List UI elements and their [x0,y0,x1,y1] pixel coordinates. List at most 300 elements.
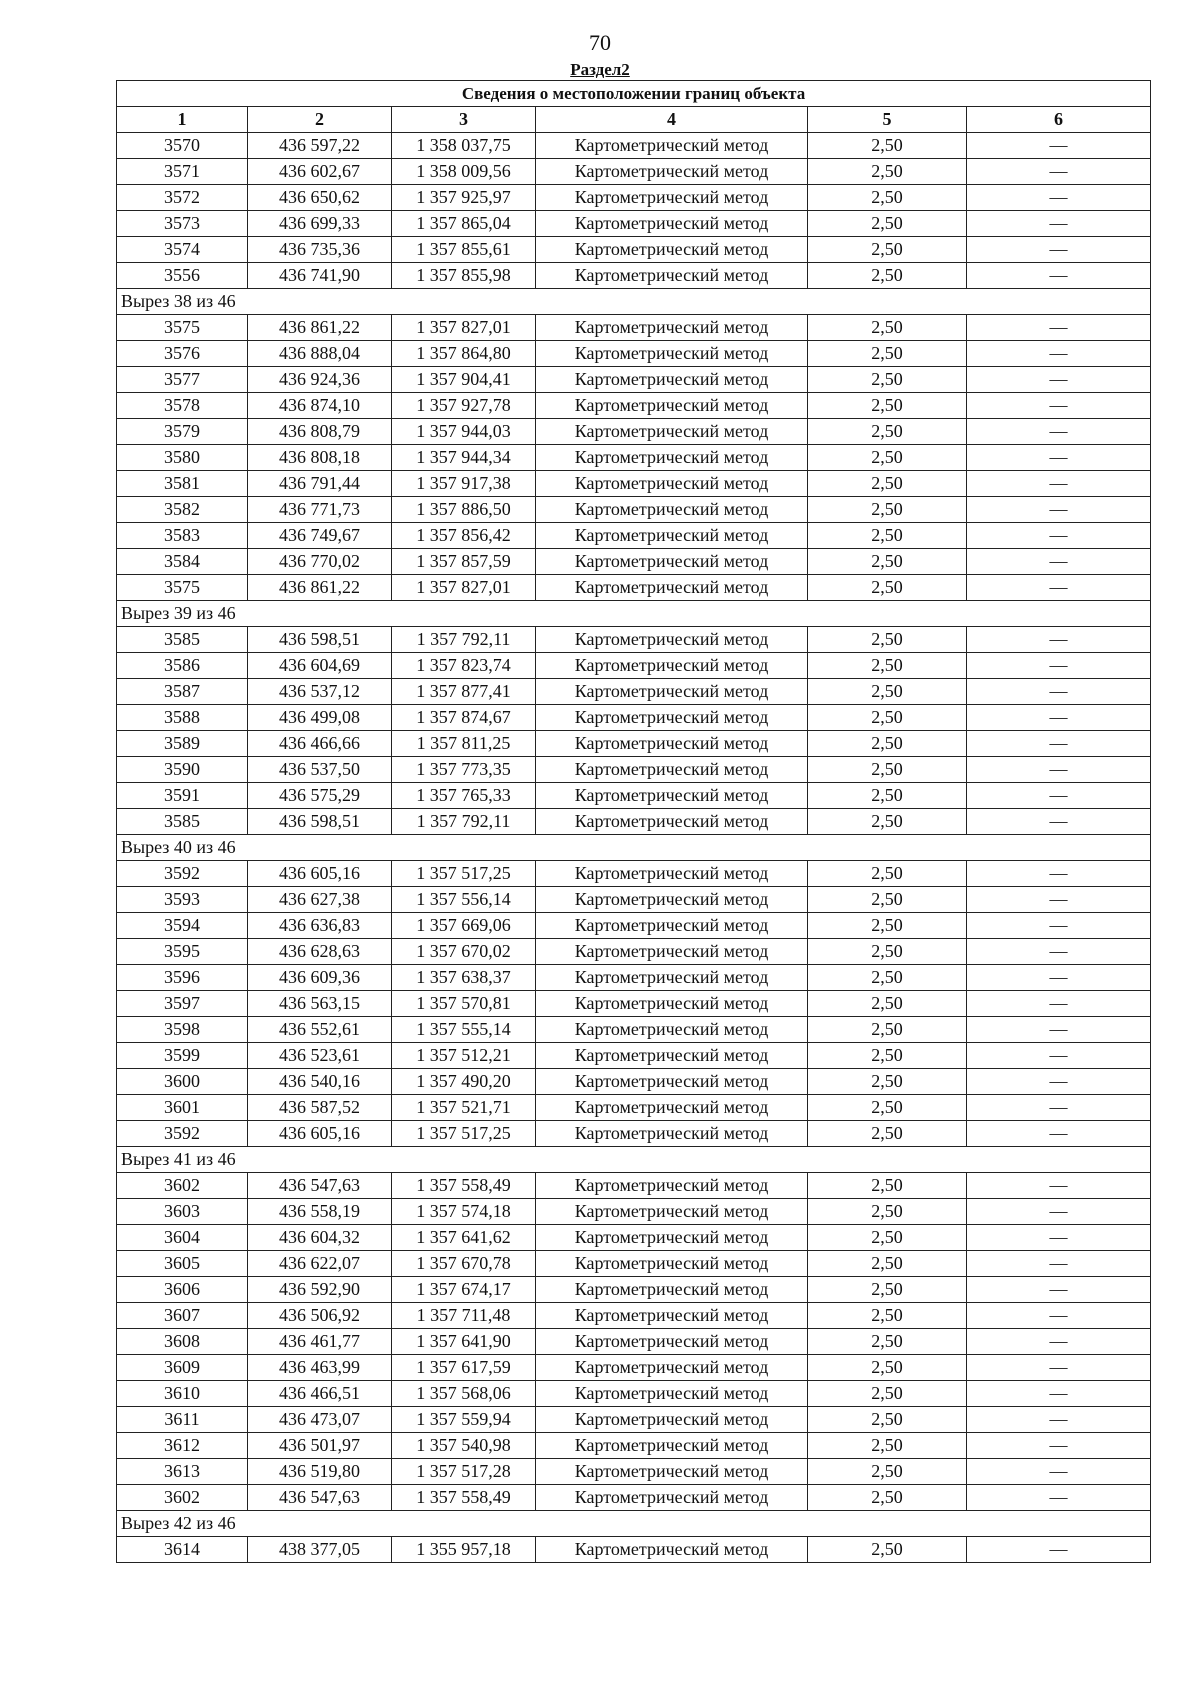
y-coordinate-cell: 1 357 670,02 [392,939,536,965]
description-cell: — [967,315,1151,341]
x-coordinate-cell: 436 861,22 [248,575,392,601]
point-number-cell: 3597 [117,991,248,1017]
method-cell: Картометрический метод [536,133,808,159]
accuracy-cell: 2,50 [808,887,967,913]
method-cell: Картометрический метод [536,471,808,497]
contour-group-row [117,289,1151,315]
accuracy-cell: 2,50 [808,211,967,237]
method-cell: Картометрический метод [536,1225,808,1251]
method-cell: Картометрический метод [536,783,808,809]
y-coordinate-cell: 1 357 927,78 [392,393,536,419]
method-cell: Картометрический метод [536,1199,808,1225]
y-coordinate-cell: 1 358 037,75 [392,133,536,159]
x-coordinate-cell: 436 808,79 [248,419,392,445]
y-coordinate-cell: 1 357 855,98 [392,263,536,289]
description-cell: — [967,211,1151,237]
accuracy-cell: 2,50 [808,783,967,809]
table-row [117,523,1151,549]
table-row [117,1433,1151,1459]
method-cell: Картометрический метод [536,341,808,367]
table-row [117,575,1151,601]
table-row [117,419,1151,445]
method-cell: Картометрический метод [536,1381,808,1407]
description-cell: — [967,1199,1151,1225]
accuracy-cell: 2,50 [808,679,967,705]
y-coordinate-cell: 1 357 641,62 [392,1225,536,1251]
table-row [117,1069,1151,1095]
table-row [117,185,1151,211]
x-coordinate-cell: 436 636,83 [248,913,392,939]
x-coordinate-cell: 436 547,63 [248,1173,392,1199]
x-coordinate-cell: 436 605,16 [248,861,392,887]
y-coordinate-cell: 1 357 857,59 [392,549,536,575]
x-coordinate-cell: 436 537,12 [248,679,392,705]
method-cell: Картометрический метод [536,965,808,991]
y-coordinate-cell: 1 357 823,74 [392,653,536,679]
method-cell: Картометрический метод [536,1043,808,1069]
accuracy-cell: 2,50 [808,627,967,653]
point-number-cell: 3608 [117,1329,248,1355]
point-number-cell: 3599 [117,1043,248,1069]
description-cell: — [967,939,1151,965]
contour-group-label: Вырез 40 из 46 [117,835,1151,861]
accuracy-cell: 2,50 [808,367,967,393]
accuracy-cell: 2,50 [808,705,967,731]
x-coordinate-cell: 436 552,61 [248,1017,392,1043]
contour-group-row [117,1511,1151,1537]
page-number: 70 [589,30,611,55]
accuracy-cell: 2,50 [808,861,967,887]
x-coordinate-cell: 436 791,44 [248,471,392,497]
method-cell: Картометрический метод [536,1095,808,1121]
method-cell: Картометрический метод [536,1017,808,1043]
x-coordinate-cell: 436 771,73 [248,497,392,523]
table-row [117,809,1151,835]
x-coordinate-cell: 436 558,19 [248,1199,392,1225]
y-coordinate-cell: 1 357 864,80 [392,341,536,367]
y-coordinate-cell: 1 357 517,25 [392,1121,536,1147]
boundary-coordinates-table [116,80,1151,1563]
accuracy-cell: 2,50 [808,1277,967,1303]
point-number-cell: 3602 [117,1173,248,1199]
description-cell: — [967,705,1151,731]
point-number-cell: 3584 [117,549,248,575]
method-cell: Картометрический метод [536,1173,808,1199]
table-row [117,861,1151,887]
description-cell: — [967,445,1151,471]
accuracy-cell: 2,50 [808,1173,967,1199]
contour-group-label: Вырез 42 из 46 [117,1511,1151,1537]
description-cell: — [967,575,1151,601]
x-coordinate-cell: 436 540,16 [248,1069,392,1095]
point-number-cell: 3601 [117,1095,248,1121]
y-coordinate-cell: 1 357 886,50 [392,497,536,523]
x-coordinate-cell: 438 377,05 [248,1537,392,1563]
table-row [117,783,1151,809]
description-cell: — [967,1095,1151,1121]
accuracy-cell: 2,50 [808,965,967,991]
y-coordinate-cell: 1 357 904,41 [392,367,536,393]
y-coordinate-cell: 1 357 792,11 [392,627,536,653]
table-row [117,1355,1151,1381]
y-coordinate-cell: 1 357 555,14 [392,1017,536,1043]
method-cell: Картометрический метод [536,393,808,419]
method-cell: Картометрический метод [536,497,808,523]
table-row [117,705,1151,731]
method-cell: Картометрический метод [536,159,808,185]
point-number-cell: 3603 [117,1199,248,1225]
description-cell: — [967,159,1151,185]
table-row [117,159,1151,185]
table-row [117,211,1151,237]
x-coordinate-cell: 436 592,90 [248,1277,392,1303]
description-cell: — [967,1433,1151,1459]
point-number-cell: 3583 [117,523,248,549]
method-cell: Картометрический метод [536,705,808,731]
description-cell: — [967,757,1151,783]
x-coordinate-cell: 436 627,38 [248,887,392,913]
point-number-cell: 3577 [117,367,248,393]
method-cell: Картометрический метод [536,757,808,783]
point-number-cell: 3595 [117,939,248,965]
x-coordinate-cell: 436 874,10 [248,393,392,419]
table-row [117,653,1151,679]
y-coordinate-cell: 1 357 540,98 [392,1433,536,1459]
method-cell: Картометрический метод [536,1121,808,1147]
accuracy-cell: 2,50 [808,1199,967,1225]
description-cell: — [967,1329,1151,1355]
method-cell: Картометрический метод [536,653,808,679]
x-coordinate-cell: 436 597,22 [248,133,392,159]
table-body [117,133,1151,1563]
table-row [117,445,1151,471]
accuracy-cell: 2,50 [808,263,967,289]
accuracy-cell: 2,50 [808,393,967,419]
y-coordinate-cell: 1 357 827,01 [392,575,536,601]
y-coordinate-cell: 1 357 874,67 [392,705,536,731]
y-coordinate-cell: 1 357 944,34 [392,445,536,471]
y-coordinate-cell: 1 357 559,94 [392,1407,536,1433]
table-row [117,991,1151,1017]
method-cell: Картометрический метод [536,731,808,757]
accuracy-cell: 2,50 [808,237,967,263]
point-number-cell: 3592 [117,1121,248,1147]
table-row [117,1277,1151,1303]
y-coordinate-cell: 1 357 765,33 [392,783,536,809]
description-cell: — [967,237,1151,263]
table-row [117,393,1151,419]
point-number-cell: 3614 [117,1537,248,1563]
point-number-cell: 3573 [117,211,248,237]
x-coordinate-cell: 436 749,67 [248,523,392,549]
description-cell: — [967,393,1151,419]
contour-group-label: Вырез 38 из 46 [117,289,1151,315]
y-coordinate-cell: 1 357 512,21 [392,1043,536,1069]
table-row [117,133,1151,159]
description-cell: — [967,991,1151,1017]
point-number-cell: 3585 [117,809,248,835]
x-coordinate-cell: 436 609,36 [248,965,392,991]
description-cell: — [967,913,1151,939]
column-header-row [117,107,1151,133]
method-cell: Картометрический метод [536,627,808,653]
method-cell: Картометрический метод [536,991,808,1017]
accuracy-cell: 2,50 [808,1069,967,1095]
table-row [117,1381,1151,1407]
y-coordinate-cell: 1 357 856,42 [392,523,536,549]
x-coordinate-cell: 436 547,63 [248,1485,392,1511]
point-number-cell: 3606 [117,1277,248,1303]
point-number-cell: 3586 [117,653,248,679]
y-coordinate-cell: 1 357 773,35 [392,757,536,783]
accuracy-cell: 2,50 [808,1121,967,1147]
description-cell: — [967,523,1151,549]
y-coordinate-cell: 1 357 521,71 [392,1095,536,1121]
accuracy-cell: 2,50 [808,575,967,601]
accuracy-cell: 2,50 [808,1381,967,1407]
accuracy-cell: 2,50 [808,1433,967,1459]
description-cell: — [967,861,1151,887]
point-number-cell: 3609 [117,1355,248,1381]
accuracy-cell: 2,50 [808,1017,967,1043]
method-cell: Картометрический метод [536,1303,808,1329]
table-row [117,1251,1151,1277]
y-coordinate-cell: 1 357 792,11 [392,809,536,835]
x-coordinate-cell: 436 650,62 [248,185,392,211]
table-row [117,315,1151,341]
x-coordinate-cell: 436 587,52 [248,1095,392,1121]
description-cell: — [967,497,1151,523]
x-coordinate-cell: 436 473,07 [248,1407,392,1433]
x-coordinate-cell: 436 808,18 [248,445,392,471]
method-cell: Картометрический метод [536,1485,808,1511]
point-number-cell: 3589 [117,731,248,757]
y-coordinate-cell: 1 357 917,38 [392,471,536,497]
point-number-cell: 3611 [117,1407,248,1433]
description-cell: — [967,887,1151,913]
table-row [117,1017,1151,1043]
accuracy-cell: 2,50 [808,1251,967,1277]
y-coordinate-cell: 1 357 574,18 [392,1199,536,1225]
point-number-cell: 3604 [117,1225,248,1251]
y-coordinate-cell: 1 357 617,59 [392,1355,536,1381]
x-coordinate-cell: 436 628,63 [248,939,392,965]
method-cell: Картометрический метод [536,1459,808,1485]
table-row [117,263,1151,289]
point-number-cell: 3590 [117,757,248,783]
table-row [117,1485,1151,1511]
point-number-cell: 3605 [117,1251,248,1277]
point-number-cell: 3587 [117,679,248,705]
description-cell: — [967,471,1151,497]
column-header: 5 [808,107,967,133]
x-coordinate-cell: 436 604,32 [248,1225,392,1251]
accuracy-cell: 2,50 [808,1225,967,1251]
x-coordinate-cell: 436 770,02 [248,549,392,575]
description-cell: — [967,783,1151,809]
table-row [117,1225,1151,1251]
description-cell: — [967,679,1151,705]
y-coordinate-cell: 1 357 711,48 [392,1303,536,1329]
point-number-cell: 3607 [117,1303,248,1329]
method-cell: Картометрический метод [536,315,808,341]
table-row [117,679,1151,705]
point-number-cell: 3582 [117,497,248,523]
point-number-cell: 3585 [117,627,248,653]
y-coordinate-cell: 1 357 638,37 [392,965,536,991]
table-caption: Сведения о местоположении границ объекта [117,81,1151,107]
y-coordinate-cell: 1 358 009,56 [392,159,536,185]
table-row [117,1043,1151,1069]
point-number-cell: 3575 [117,575,248,601]
x-coordinate-cell: 436 466,51 [248,1381,392,1407]
point-number-cell: 3576 [117,341,248,367]
description-cell: — [967,367,1151,393]
method-cell: Картометрический метод [536,237,808,263]
column-header: 6 [967,107,1151,133]
y-coordinate-cell: 1 357 670,78 [392,1251,536,1277]
method-cell: Картометрический метод [536,887,808,913]
description-cell: — [967,653,1151,679]
description-cell: — [967,1381,1151,1407]
table-row [117,1121,1151,1147]
method-cell: Картометрический метод [536,1251,808,1277]
x-coordinate-cell: 436 598,51 [248,809,392,835]
table-row [117,1199,1151,1225]
accuracy-cell: 2,50 [808,757,967,783]
point-number-cell: 3613 [117,1459,248,1485]
point-number-cell: 3572 [117,185,248,211]
point-number-cell: 3594 [117,913,248,939]
table-row [117,1095,1151,1121]
accuracy-cell: 2,50 [808,809,967,835]
point-number-cell: 3570 [117,133,248,159]
method-cell: Картометрический метод [536,1433,808,1459]
accuracy-cell: 2,50 [808,939,967,965]
description-cell: — [967,1173,1151,1199]
description-cell: — [967,549,1151,575]
description-cell: — [967,1485,1151,1511]
y-coordinate-cell: 1 357 855,61 [392,237,536,263]
contour-group-label: Вырез 39 из 46 [117,601,1151,627]
method-cell: Картометрический метод [536,1277,808,1303]
table-row [117,757,1151,783]
method-cell: Картометрический метод [536,679,808,705]
point-number-cell: 3556 [117,263,248,289]
table-row [117,237,1151,263]
accuracy-cell: 2,50 [808,653,967,679]
description-cell: — [967,1355,1151,1381]
y-coordinate-cell: 1 357 669,06 [392,913,536,939]
table-row [117,887,1151,913]
accuracy-cell: 2,50 [808,549,967,575]
y-coordinate-cell: 1 357 517,28 [392,1459,536,1485]
description-cell: — [967,1069,1151,1095]
point-number-cell: 3591 [117,783,248,809]
x-coordinate-cell: 436 466,66 [248,731,392,757]
accuracy-cell: 2,50 [808,523,967,549]
column-header: 3 [392,107,536,133]
description-cell: — [967,419,1151,445]
x-coordinate-cell: 436 523,61 [248,1043,392,1069]
point-number-cell: 3592 [117,861,248,887]
method-cell: Картометрический метод [536,211,808,237]
x-coordinate-cell: 436 699,33 [248,211,392,237]
x-coordinate-cell: 436 605,16 [248,1121,392,1147]
x-coordinate-cell: 436 519,80 [248,1459,392,1485]
contour-group-row [117,835,1151,861]
x-coordinate-cell: 436 501,97 [248,1433,392,1459]
y-coordinate-cell: 1 355 957,18 [392,1537,536,1563]
y-coordinate-cell: 1 357 827,01 [392,315,536,341]
accuracy-cell: 2,50 [808,1355,967,1381]
y-coordinate-cell: 1 357 517,25 [392,861,536,887]
table-row [117,965,1151,991]
description-cell: — [967,133,1151,159]
point-number-cell: 3575 [117,315,248,341]
point-number-cell: 3602 [117,1485,248,1511]
accuracy-cell: 2,50 [808,419,967,445]
description-cell: — [967,263,1151,289]
table-row [117,627,1151,653]
description-cell: — [967,185,1151,211]
accuracy-cell: 2,50 [808,1407,967,1433]
accuracy-cell: 2,50 [808,1303,967,1329]
method-cell: Картометрический метод [536,263,808,289]
accuracy-cell: 2,50 [808,991,967,1017]
column-header: 2 [248,107,392,133]
y-coordinate-cell: 1 357 568,06 [392,1381,536,1407]
y-coordinate-cell: 1 357 877,41 [392,679,536,705]
x-coordinate-cell: 436 499,08 [248,705,392,731]
point-number-cell: 3588 [117,705,248,731]
description-cell: — [967,965,1151,991]
y-coordinate-cell: 1 357 944,03 [392,419,536,445]
point-number-cell: 3581 [117,471,248,497]
y-coordinate-cell: 1 357 490,20 [392,1069,536,1095]
accuracy-cell: 2,50 [808,159,967,185]
x-coordinate-cell: 436 604,69 [248,653,392,679]
point-number-cell: 3596 [117,965,248,991]
description-cell: — [967,809,1151,835]
point-number-cell: 3574 [117,237,248,263]
description-cell: — [967,1043,1151,1069]
x-coordinate-cell: 436 563,15 [248,991,392,1017]
x-coordinate-cell: 436 622,07 [248,1251,392,1277]
point-number-cell: 3571 [117,159,248,185]
contour-group-row [117,601,1151,627]
description-cell: — [967,627,1151,653]
table-row [117,1407,1151,1433]
point-number-cell: 3579 [117,419,248,445]
x-coordinate-cell: 436 888,04 [248,341,392,367]
method-cell: Картометрический метод [536,809,808,835]
method-cell: Картометрический метод [536,419,808,445]
y-coordinate-cell: 1 357 925,97 [392,185,536,211]
accuracy-cell: 2,50 [808,731,967,757]
description-cell: — [967,1537,1151,1563]
y-coordinate-cell: 1 357 558,49 [392,1173,536,1199]
x-coordinate-cell: 436 598,51 [248,627,392,653]
method-cell: Картометрический метод [536,575,808,601]
accuracy-cell: 2,50 [808,913,967,939]
point-number-cell: 3598 [117,1017,248,1043]
contour-group-row [117,1147,1151,1173]
x-coordinate-cell: 436 463,99 [248,1355,392,1381]
method-cell: Картометрический метод [536,445,808,471]
description-cell: — [967,1121,1151,1147]
table-row [117,1329,1151,1355]
